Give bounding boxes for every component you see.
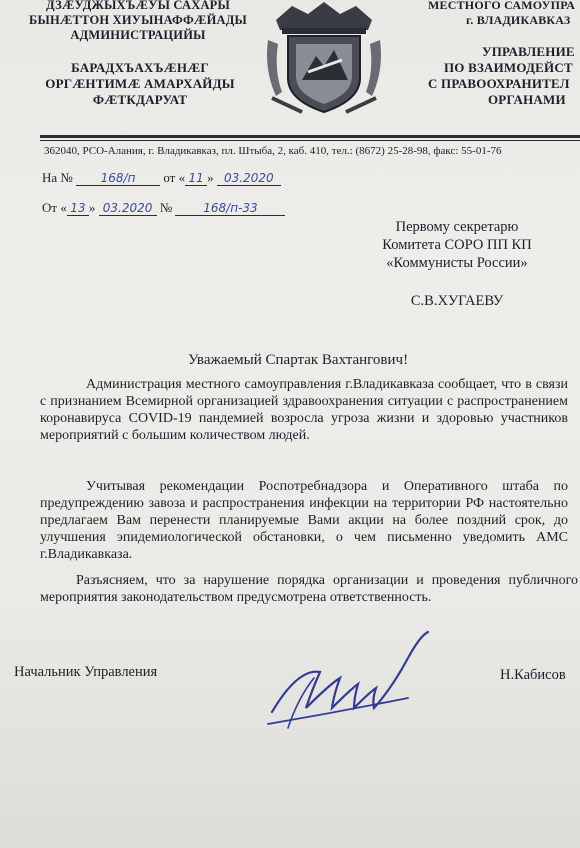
addressee-name: С.В.ХУГАЕВУ [410, 293, 504, 309]
handwritten-signature [258, 628, 438, 738]
salutation: Уважаемый Спартак Вахтангович! [188, 352, 409, 368]
city-coat-of-arms-emblem [262, 0, 386, 118]
signatory-name: Н.Кабисов [500, 667, 566, 683]
body-paragraph: Разъясняем, что за нарушение порядка организации и проведения публичного мероприятия законодательством предусмотрена ответственность. [40, 573, 578, 605]
header-left-org [28, 0, 248, 43]
reg-number-sign: № [159, 200, 173, 215]
header-left-line: БЫНÆТТОН ХИУЫНАФФÆЙАДЫ [29, 13, 247, 27]
header-rule-thin [40, 140, 580, 141]
registration-line-outgoing [42, 200, 285, 216]
header-left-dept-line: БАРАДХЪАХЪÆНÆГ [71, 60, 209, 75]
addressee-line: Первому секретарю [395, 219, 519, 235]
addressee-line: Комитета СОРО ПП КП [382, 237, 532, 253]
header-left-dept-line: ФÆТКДАРУАТ [92, 92, 188, 107]
header-right-dept-line: УПРАВЛЕНИЕ [482, 44, 575, 59]
header-address: 362040, РСО-Алания, г. Владикавказ, пл. Штыба, 2, каб. 410, тел.: (8672) 25-28-98, факс: 55-01-76 [44, 145, 502, 157]
reg-prefix: От « [42, 200, 67, 215]
registration-line-incoming [42, 170, 281, 186]
signatory-title: Начальник Управления [14, 664, 158, 680]
header-right-dept [420, 44, 580, 108]
header-right-dept-line: ПО ВЗАИМОДЕЙСТ [444, 60, 573, 75]
header-left-line: ДЗÆУДЖЫХЪÆУЫ САХАРЫ [45, 0, 230, 12]
reg-incoming-day: 11 [185, 171, 207, 186]
header-right-line: МЕСТНОГО САМОУПРА [428, 0, 576, 12]
header-left-dept-line: ОРГÆНТИМÆ АМАРХАЙДЫ [45, 76, 235, 91]
reg-from: от « [163, 170, 186, 185]
header-rule-thick [40, 135, 580, 138]
reg-close-quote: » [88, 200, 96, 215]
addressee-line: «Коммунисты России» [386, 255, 528, 271]
body-paragraph: Учитывая рекомендации Роспотребнадзора и Оперативного штаба по предупреждению завоза и распространения инфекции на территории РФ настоятельно предлагаем Вам перенести планируемые Вами акции на более поздний срок, до улучшения эпидемиологической обстановки, о чем письменно уведомить АМС г.Владикавказа. [40, 479, 568, 562]
header-right-dept-line: С ПРАВООХРАНИТЕЛ [428, 76, 570, 91]
header-left-dept [40, 60, 240, 108]
reg-incoming-number: 168/п [76, 171, 160, 186]
reg-outgoing-date: 03.2020 [99, 201, 157, 216]
header-right-org [418, 0, 580, 28]
header-right-line: г. ВЛАДИКАВКАЗ [466, 13, 571, 27]
header-right-dept-line: ОРГАНАМИ [488, 92, 566, 107]
body-paragraph: Администрация местного самоуправления г.Владикавказа сообщает, что в связи с признанием Всемирной организацией здравоохранения ситуации с распространением коронавируса COVID-19 пандемией возросла угроза жизни и здоровью участников мероприятий с большим количеством людей. [40, 377, 568, 443]
header-left-line: АДМИНИСТРАЦИЙЫ [70, 28, 206, 42]
reg-prefix: На № [42, 170, 73, 185]
addressee-block [352, 218, 562, 272]
reg-close-quote: » [207, 170, 214, 185]
reg-outgoing-number: 168/п-33 [175, 201, 285, 216]
reg-incoming-date: 03.2020 [217, 171, 281, 186]
reg-outgoing-day: 13 [67, 201, 89, 216]
